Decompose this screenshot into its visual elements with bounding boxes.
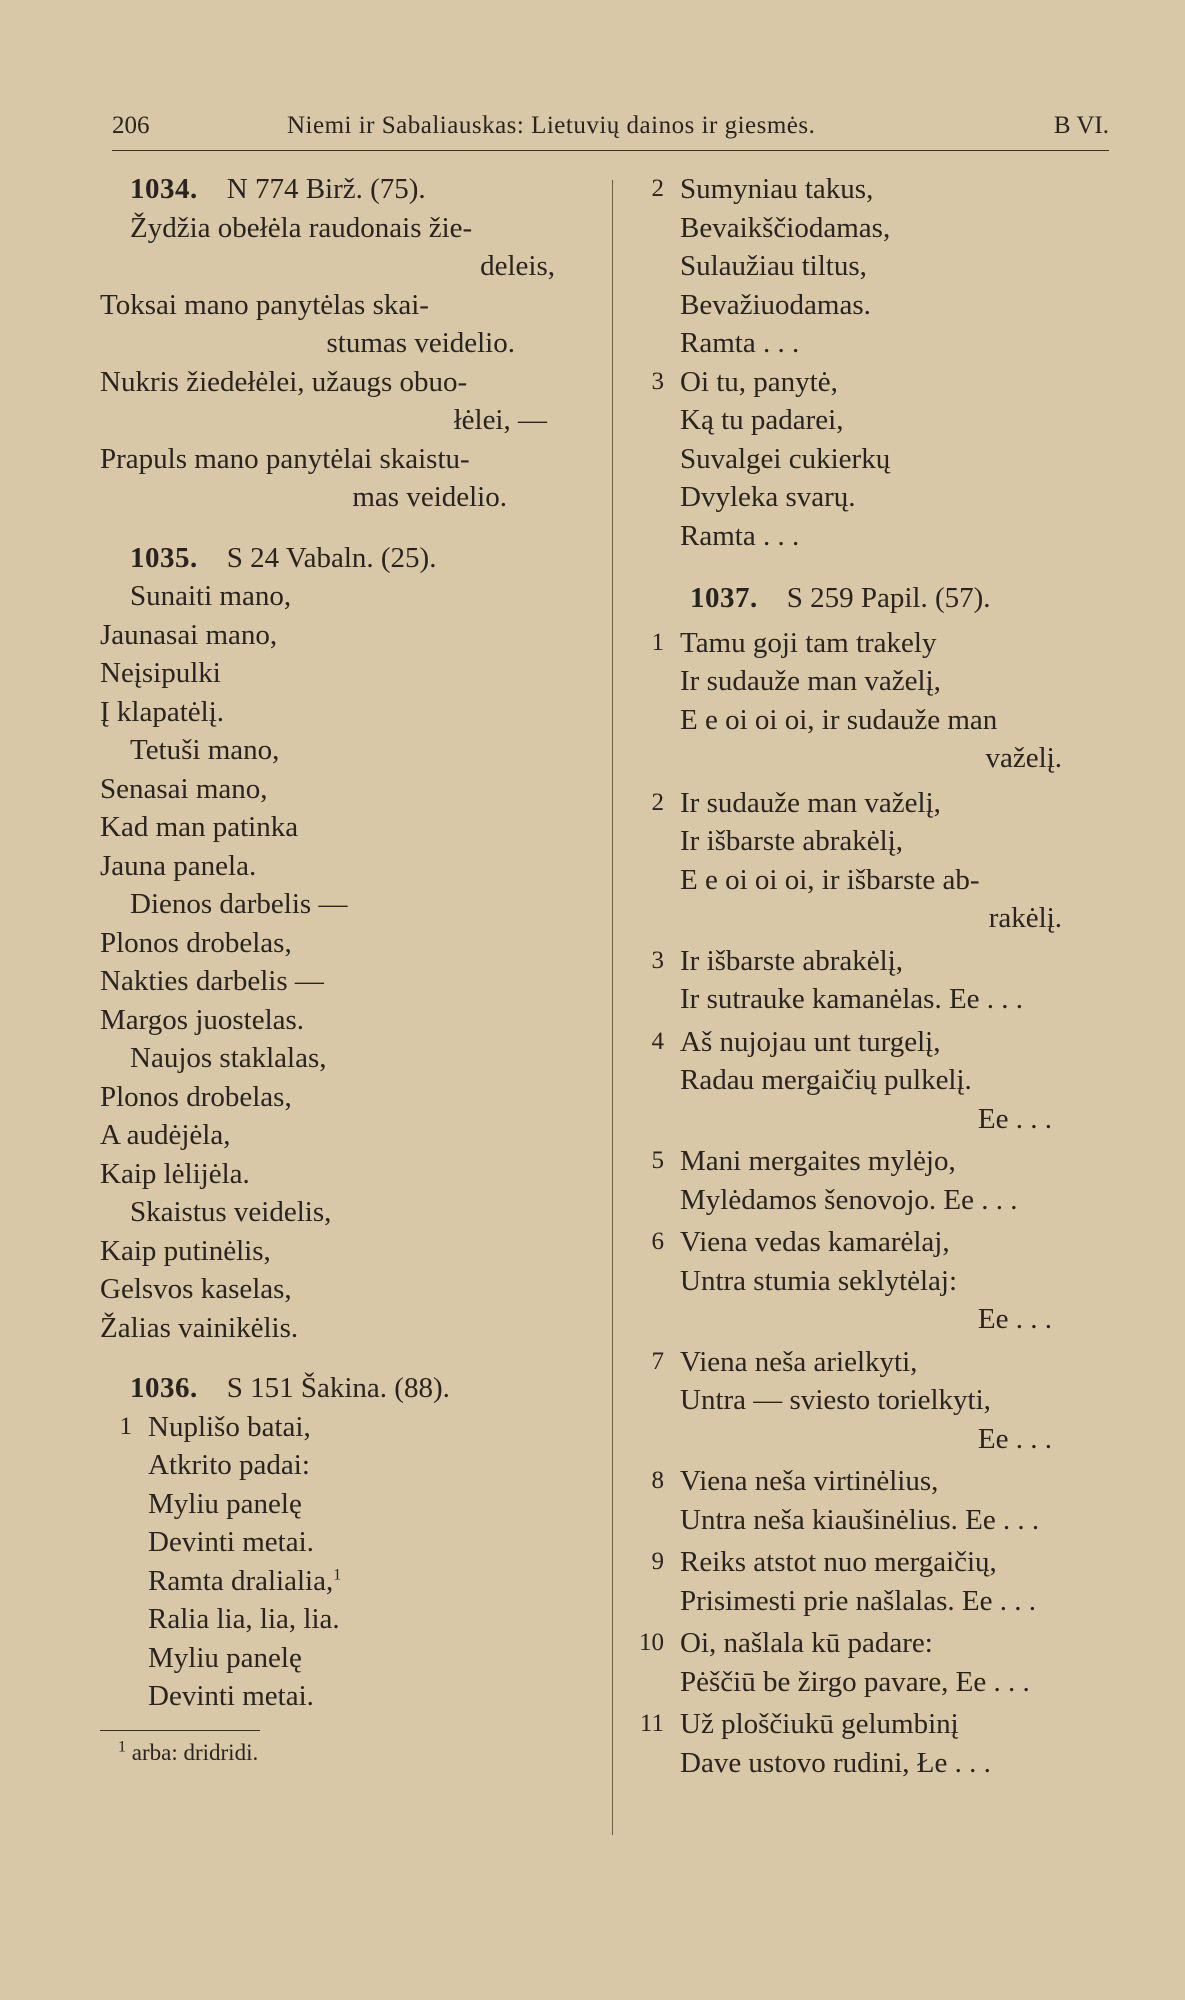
verse-line: 3 Oi tu, panytė, bbox=[632, 363, 1102, 402]
verse-line: rakėlį. bbox=[988, 902, 1062, 934]
song-number: 1037. bbox=[690, 582, 758, 614]
verse-line: Ramta dralialia,$^1$ bbox=[148, 1564, 342, 1597]
verse-line: Untra stumia seklytėlaj: bbox=[680, 1264, 958, 1297]
verse-line: Nakties darbelis — bbox=[100, 965, 324, 997]
verse-line: važelį. bbox=[985, 742, 1062, 774]
song-reference: N 774 Birž. (75). bbox=[226, 173, 426, 205]
page-number: 206 bbox=[112, 112, 150, 139]
verse-line: Sulaužiau tiltus, bbox=[680, 250, 867, 282]
stanza-number: 3 bbox=[651, 367, 664, 395]
song-1037-heading bbox=[632, 579, 1102, 618]
verse-line: E e oi oi oi, ir sudauže man bbox=[680, 703, 998, 736]
song-number: 1034. bbox=[130, 173, 198, 205]
verse-line: Ee . . . bbox=[977, 1422, 1052, 1455]
verse-line: Pėščiū be žirgo pavare, Ee . . . bbox=[680, 1665, 1030, 1698]
verse-line: 6 Viena vedas kamarėlaj, bbox=[632, 1223, 1102, 1262]
verse-line: Naujos staklalas, bbox=[130, 1042, 327, 1074]
verse-line: 11 Už ploščiukū gelumbinį bbox=[632, 1705, 1102, 1744]
stanza-number: 9 bbox=[651, 1548, 664, 1575]
verse-line: Tetuši mano, bbox=[130, 734, 280, 766]
verse-line: mas veidelio. bbox=[352, 481, 507, 513]
verse-line: 10 Oi, našlala kū padare: bbox=[632, 1624, 1102, 1663]
stanza-number: 11 bbox=[639, 1710, 664, 1737]
verse-line: Bevaikščiodamas, bbox=[680, 211, 891, 244]
verse-line: 3 Ir išbarste abrakėlį, bbox=[632, 942, 1102, 981]
verse-line: 5 Mani mergaites mylėjo, bbox=[632, 1142, 1102, 1181]
verse-line: Margos juostelas. bbox=[100, 1003, 305, 1036]
verse-line: Nukris žiedełėlei, užaugs obuo- bbox=[100, 365, 468, 398]
stanza-number: 1 bbox=[651, 628, 664, 656]
verse-line: Neįsipulki bbox=[100, 657, 221, 689]
section-label: B VI. bbox=[1053, 112, 1109, 139]
verse-line: Sunaiti mano, bbox=[130, 580, 292, 612]
verse-line: Ee . . . bbox=[977, 1303, 1052, 1335]
verse-line: Bevažiuodamas. bbox=[680, 288, 871, 321]
song-reference: S 151 Šakina. (88). bbox=[226, 1372, 450, 1404]
verse-line: Atkrito padai: bbox=[148, 1449, 310, 1481]
header-rule bbox=[112, 150, 1109, 151]
right-column bbox=[632, 170, 1102, 1782]
verse-line: Ramta . . . bbox=[680, 519, 800, 552]
stanza-number: 2 bbox=[651, 175, 664, 202]
verse-line: Gelsvos kaselas, bbox=[100, 1273, 292, 1305]
verse-line: Skaistus veidelis, bbox=[130, 1196, 332, 1228]
verse-line: Žydžia obełėla raudonais žie- bbox=[130, 211, 473, 244]
verse-line: Devinti metai. bbox=[148, 1680, 314, 1712]
stanza-number: 6 bbox=[651, 1228, 664, 1255]
verse-line: Toksai mano panytėlas skai- bbox=[100, 288, 429, 321]
verse-line: Prapuls mano panytėlai skaistu- bbox=[100, 442, 470, 475]
verse-line: 7 Viena neša arielkyti, bbox=[632, 1343, 1102, 1382]
verse-line: Mylėdamos šenovojo. Ee . . . bbox=[680, 1183, 1018, 1216]
verse-line: Ir išbarste abrakėlį, bbox=[680, 825, 904, 857]
verse-line: Devinti metai. bbox=[148, 1526, 314, 1558]
song-1034-heading bbox=[100, 170, 585, 209]
verse-line: stumas veidelio. bbox=[326, 327, 515, 359]
stanza-number: 2 bbox=[651, 788, 664, 816]
verse-line: Prisimesti prie našlalas. Ee . . . bbox=[680, 1584, 1036, 1617]
verse-line: Untra — sviesto torielkyti, bbox=[680, 1384, 991, 1416]
stanza-number: 10 bbox=[639, 1629, 664, 1656]
verse-line: 4 Aš nujojau unt turgelį, bbox=[632, 1023, 1102, 1062]
stanza-number: 3 bbox=[651, 946, 664, 974]
song-reference: S 24 Vabaln. (25). bbox=[226, 541, 437, 574]
verse-line: Untra neša kiaušinėlius. Ee . . . bbox=[680, 1503, 1040, 1536]
verse-line: E e oi oi oi, ir išbarste ab- bbox=[680, 863, 980, 896]
verse-line: Dienos darbelis — bbox=[130, 888, 348, 920]
verse-line: łėlei, — bbox=[453, 404, 547, 436]
footnote-rule bbox=[100, 1730, 260, 1731]
verse-line: Plonos drobelas, bbox=[100, 1080, 292, 1113]
footnote-number: 1 bbox=[118, 1737, 126, 1755]
song-1035-heading bbox=[100, 539, 585, 578]
verse-line: A audėjėla, bbox=[100, 1119, 231, 1151]
verse-line: 8 Viena neša virtinėlius, bbox=[632, 1462, 1102, 1501]
verse-line: Ir sutrauke kamanėlas. Ee . . . bbox=[680, 983, 1024, 1015]
verse-line: Žalias vainikėlis. bbox=[100, 1311, 299, 1344]
verse-line: Senasai mano, bbox=[100, 772, 268, 805]
verse-line: Myliu panelę bbox=[148, 1641, 302, 1674]
verse-line: Ramta . . . bbox=[680, 327, 800, 359]
verse-line: deleis, bbox=[480, 250, 555, 282]
verse-line: Ir sudauže man važelį, bbox=[680, 665, 941, 697]
verse-line: Ką tu padarei, bbox=[680, 404, 844, 436]
song-1036-heading bbox=[100, 1369, 585, 1408]
stanza-number: 5 bbox=[651, 1147, 664, 1174]
stanza-number: 7 bbox=[651, 1347, 664, 1375]
verse-line: Ee . . . bbox=[977, 1102, 1052, 1135]
stanza-number: 1 bbox=[119, 1412, 132, 1440]
footnote bbox=[100, 1737, 585, 1769]
song-reference: S 259 Papil. (57). bbox=[786, 582, 991, 614]
verse-line: Myliu panelę bbox=[148, 1487, 302, 1520]
song-number: 1036. bbox=[130, 1372, 198, 1404]
verse-line: Į klapatėlį. bbox=[100, 695, 225, 728]
verse-line: Plonos drobelas, bbox=[100, 926, 292, 959]
verse-line: 9 Reiks atstot nuo mergaičių, bbox=[632, 1543, 1102, 1582]
verse-line: Jauna panela. bbox=[100, 849, 257, 882]
verse-line: Jaunasai mano, bbox=[100, 618, 278, 651]
stanza-number: 8 bbox=[651, 1467, 664, 1494]
verse-line: 2 Sumyniau takus, bbox=[632, 170, 1102, 209]
verse-line: Kaip putinėlis, bbox=[100, 1234, 271, 1267]
stanza-number: 4 bbox=[651, 1027, 664, 1055]
verse-line: Radau mergaičių pulkelį. bbox=[680, 1064, 972, 1096]
footnote-text: arba: dridridi. bbox=[131, 1739, 259, 1765]
footnote-marker: 1 bbox=[333, 1565, 342, 1583]
verse-line: Suvalgei cukierkų bbox=[680, 442, 891, 475]
verse-line: Kad man patinka bbox=[100, 811, 299, 843]
verse-line: Ralia lia, lia, lia. bbox=[148, 1603, 340, 1635]
verse-line: 1 Nuplišo batai, bbox=[100, 1408, 585, 1447]
running-header bbox=[112, 112, 1109, 152]
verse-line: Dave ustovo rudini, Łe . . . bbox=[680, 1746, 991, 1779]
column-divider bbox=[612, 180, 613, 1835]
verse-line: 2 Ir sudauže man važelį, bbox=[632, 784, 1102, 823]
verse-line: Dvyleka svarų. bbox=[680, 481, 856, 513]
verse-line: 1 Tamu goji tam trakely bbox=[632, 624, 1102, 663]
song-number: 1035. bbox=[130, 541, 198, 574]
left-column bbox=[100, 170, 585, 1769]
verse-line: Kaip lėlijėla. bbox=[100, 1157, 250, 1190]
running-title: Niemi ir Sabaliauskas: Lietuvių dainos ir giesmės. bbox=[287, 112, 816, 139]
